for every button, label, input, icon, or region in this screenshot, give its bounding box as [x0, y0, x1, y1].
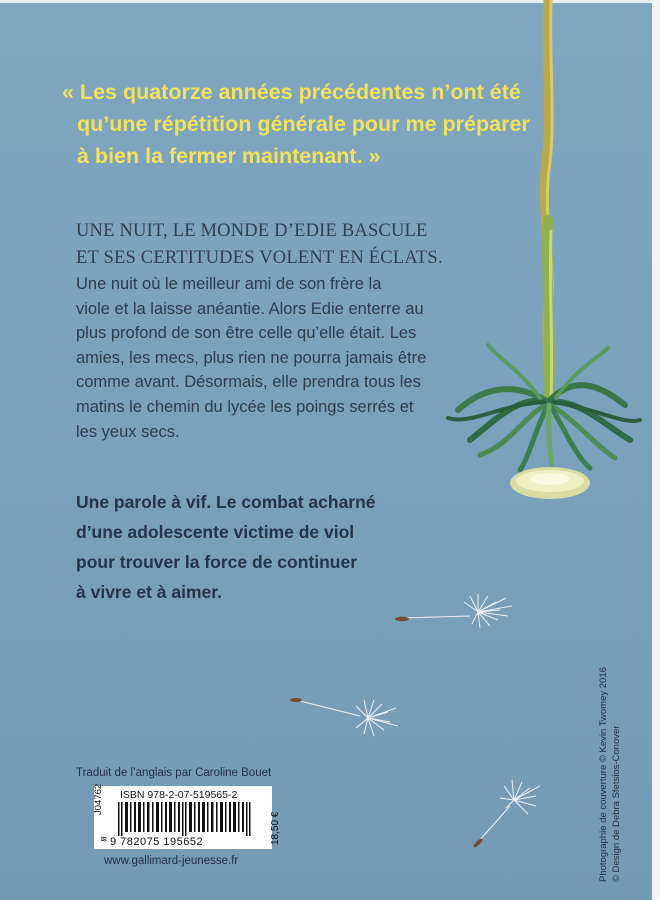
- translator-credit: Traduit de l’anglais par Caroline Bouet: [76, 767, 272, 779]
- tagline-line: d’une adolescente victime de viol: [76, 522, 355, 542]
- right-border: [652, 0, 660, 900]
- quote-line: qu’une répétition générale pour me préparer: [77, 112, 530, 136]
- summary-body-line: amies, les mecs, plus rien ne pourra jamais être: [76, 348, 427, 367]
- summary-headline: [76, 218, 456, 272]
- book-summary: [76, 218, 456, 444]
- price-label: 18,50 €: [270, 811, 281, 845]
- publisher-mark-icon: ≋: [100, 834, 108, 844]
- tagline-line: pour trouver la force de continuer: [76, 552, 358, 572]
- summary-body-line: matins le chemin du lycée les poings serrés et: [76, 397, 414, 416]
- barcode-number: 9 782075 195652: [110, 836, 204, 848]
- summary-body-line: plus profond de son être celle qu’elle était. Les: [76, 324, 417, 343]
- summary-body-line: viole et la laisse anéantie. Alors Edie enterre au: [76, 299, 424, 318]
- tagline: [76, 487, 436, 607]
- pull-quote: [62, 76, 562, 172]
- summary-body-line: comme avant. Désormais, elle prendra tous les: [76, 373, 421, 392]
- design-credit-line: © Design de Debra Sfetsios-Conover: [611, 725, 622, 882]
- quote-line: « Les quatorze années précédentes n’ont été: [62, 80, 521, 104]
- barcode-side-code: J04762: [93, 783, 104, 815]
- barcode-bars: [118, 802, 258, 836]
- summary-caps-line: UNE NUIT, LE MONDE D’EDIE BASCULE: [76, 221, 428, 241]
- isbn-text: ISBN 978-2-07-519565-2: [120, 789, 238, 801]
- summary-body-line: les yeux secs.: [76, 422, 180, 441]
- photo-credits: [597, 667, 623, 882]
- top-border: [0, 0, 660, 3]
- publisher-website: www.gallimard-jeunesse.fr: [104, 855, 239, 867]
- summary-caps-line: ET SES CERTITUDES VOLENT EN ÉCLATS.: [76, 248, 443, 268]
- tagline-line: Une parole à vif. Le combat acharné: [76, 492, 376, 512]
- tagline-line: à vivre et à aimer.: [76, 582, 222, 602]
- summary-body: [76, 272, 456, 444]
- summary-body-line: Une nuit où le meilleur ami de son frère la: [76, 275, 382, 293]
- quote-line: à bien la fermer maintenant. »: [77, 144, 381, 168]
- photo-credit-line: Photographie de couverture © Kevin Twomey 2016: [598, 667, 609, 882]
